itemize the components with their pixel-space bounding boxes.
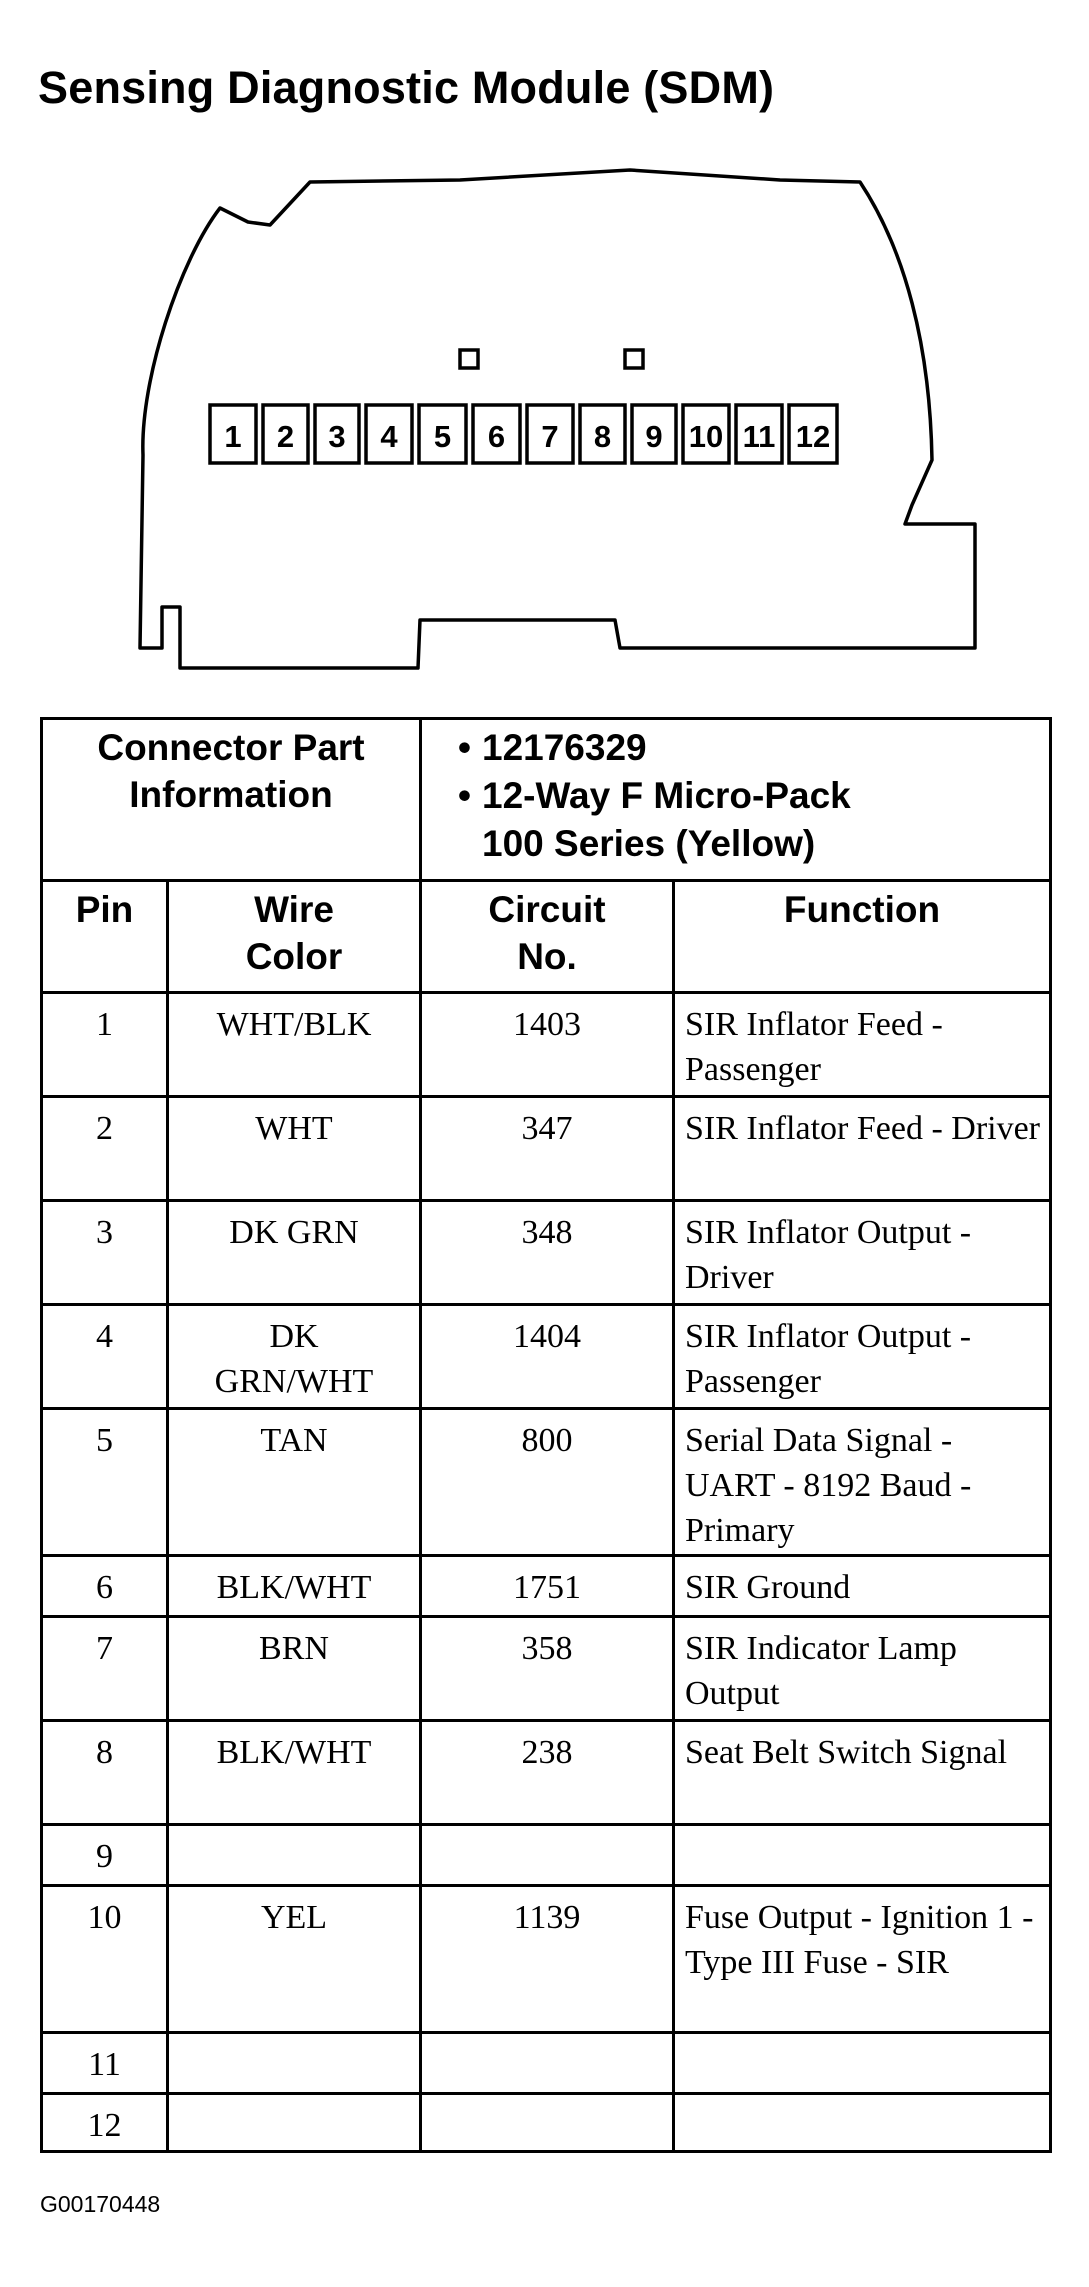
connector-info-label-text: Connector Part Information xyxy=(97,727,365,815)
pin-number-label: 5 xyxy=(433,419,452,454)
wire-color-cell: WHT xyxy=(168,1097,421,1201)
function-cell: Seat Belt Switch Signal xyxy=(674,1721,1051,1825)
function-cell: SIR Inflator Output - Driver xyxy=(674,1201,1051,1305)
pin-row xyxy=(42,993,1051,1097)
pin-cell: 1 xyxy=(42,993,168,1097)
pin-cell: 9 xyxy=(42,1825,168,1886)
wire-color-cell: WHT/BLK xyxy=(168,993,421,1097)
wire-color-cell xyxy=(168,2094,421,2152)
col-header-wire-color-text: Wire Color xyxy=(245,889,343,977)
pin-row xyxy=(42,1886,1051,2033)
wire-color-cell: BLK/WHT xyxy=(168,1556,421,1617)
wire-color-cell: DK GRN xyxy=(168,1201,421,1305)
circuit-cell: 1751 xyxy=(421,1556,674,1617)
pin-number-label: 8 xyxy=(593,419,612,454)
connector-face-drawing xyxy=(0,150,1089,690)
pinout-table xyxy=(40,717,1052,2153)
function-cell: SIR Inflator Output - Passenger xyxy=(674,1305,1051,1409)
pin-number-label: 7 xyxy=(541,419,559,454)
connector-description-line1: • 12-Way F Micro-Pack xyxy=(482,772,1049,820)
function-cell: SIR Ground xyxy=(674,1556,1051,1617)
pin-cell: 5 xyxy=(42,1409,168,1556)
pin-cell: 3 xyxy=(42,1201,168,1305)
pin-cavity-row xyxy=(210,405,837,463)
pin-number-label: 2 xyxy=(276,419,295,454)
pin-cell: 2 xyxy=(42,1097,168,1201)
pin-number-label: 4 xyxy=(380,419,398,454)
locator-square-right xyxy=(625,350,643,368)
function-cell xyxy=(674,1825,1051,1886)
circuit-cell: 1139 xyxy=(421,1886,674,2033)
pin-row xyxy=(42,1721,1051,1825)
pin-row xyxy=(42,1097,1051,1201)
pin-row xyxy=(42,1556,1051,1617)
circuit-cell: 347 xyxy=(421,1097,674,1201)
pin-number-label: 10 xyxy=(688,419,724,454)
col-header-circuit-no-text: Circuit No. xyxy=(488,889,606,977)
pin-number-label: 11 xyxy=(742,419,776,454)
wire-color-cell: YEL xyxy=(168,1886,421,2033)
function-cell: SIR Indicator Lamp Output xyxy=(674,1617,1051,1721)
pin-cell: 4 xyxy=(42,1305,168,1409)
function-cell: SIR Inflator Feed - Driver xyxy=(674,1097,1051,1201)
pin-row xyxy=(42,1409,1051,1556)
pin-cell: 7 xyxy=(42,1617,168,1721)
circuit-cell: 348 xyxy=(421,1201,674,1305)
pin-row xyxy=(42,1305,1051,1409)
wire-color-cell: BLK/WHT xyxy=(168,1721,421,1825)
connector-info-row xyxy=(42,719,1051,881)
circuit-cell: 800 xyxy=(421,1409,674,1556)
connector-info-values xyxy=(421,719,1051,881)
pin-cell: 10 xyxy=(42,1886,168,2033)
circuit-cell xyxy=(421,2094,674,2152)
circuit-cell: 1403 xyxy=(421,993,674,1097)
connector-description-line2: 100 Series (Yellow) xyxy=(482,823,816,864)
function-cell xyxy=(674,2094,1051,2152)
col-header-pin: Pin xyxy=(42,881,168,993)
function-cell: Fuse Output - Ignition 1 - Type III Fuse - SIR xyxy=(674,1886,1051,2033)
pin-number-label: 1 xyxy=(224,419,242,454)
pin-cell: 8 xyxy=(42,1721,168,1825)
wire-color-cell: DK GRN/WHT xyxy=(168,1305,421,1409)
col-header-function: Function xyxy=(674,881,1051,993)
function-cell: SIR Inflator Feed - Passenger xyxy=(674,993,1051,1097)
function-cell xyxy=(674,2033,1051,2094)
pin-row xyxy=(42,1617,1051,1721)
figure-id: G00170448 xyxy=(40,2191,161,2217)
pin-number-label: 12 xyxy=(795,419,831,454)
pin-cell: 11 xyxy=(42,2033,168,2094)
pin-row xyxy=(42,2094,1051,2152)
circuit-cell xyxy=(421,1825,674,1886)
function-cell: Serial Data Signal - UART - 8192 Baud - Primary xyxy=(674,1409,1051,1556)
pin-cell: 12 xyxy=(42,2094,168,2152)
pin-number-label: 6 xyxy=(487,419,506,454)
circuit-cell xyxy=(421,2033,674,2094)
wire-color-cell: TAN xyxy=(168,1409,421,1556)
circuit-cell: 238 xyxy=(421,1721,674,1825)
wire-color-cell: BRN xyxy=(168,1617,421,1721)
col-header-wire-color xyxy=(168,881,421,993)
pin-number-label: 3 xyxy=(328,419,346,454)
pin-row xyxy=(42,2033,1051,2094)
circuit-cell: 358 xyxy=(421,1617,674,1721)
diagram-title: Sensing Diagnostic Module (SDM) xyxy=(38,62,775,113)
part-number: • 12176329 xyxy=(482,724,1049,772)
connector-info-label xyxy=(42,719,421,881)
column-header-row xyxy=(42,881,1051,993)
pin-number-label: 9 xyxy=(645,419,663,454)
col-header-circuit-no xyxy=(421,881,674,993)
pin-cell: 6 xyxy=(42,1556,168,1617)
pin-row xyxy=(42,1825,1051,1886)
wire-color-cell xyxy=(168,1825,421,1886)
locator-square-left xyxy=(460,350,478,368)
wire-color-cell xyxy=(168,2033,421,2094)
circuit-cell: 1404 xyxy=(421,1305,674,1409)
pin-row xyxy=(42,1201,1051,1305)
